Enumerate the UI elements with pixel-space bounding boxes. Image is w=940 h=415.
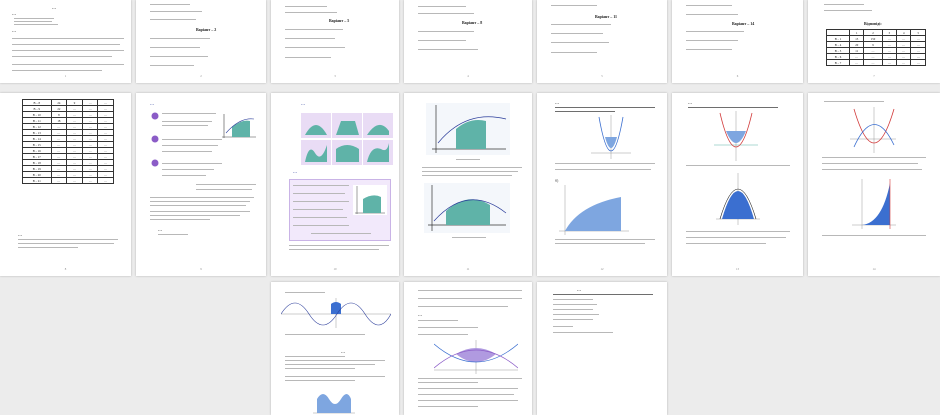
section-heading: … (18, 232, 22, 237)
variant-heading: Варіант – 2 (196, 27, 217, 32)
table-cell: … (98, 112, 114, 118)
variant-heading: Варіант – 8 (462, 20, 483, 25)
table-cell: B – 21 (23, 178, 52, 184)
page-8 (0, 93, 131, 276)
table-cell: … (82, 112, 98, 118)
table-cell: 3 (882, 30, 896, 36)
table-cell: 1 (849, 30, 863, 36)
table-cell: … (51, 166, 67, 172)
table-cell: … (82, 172, 98, 178)
table-cell: … (864, 54, 882, 60)
page-15 (271, 282, 399, 415)
table-cell: … (82, 130, 98, 136)
page-number: 1 (64, 74, 67, 78)
page-heading: … (12, 11, 16, 16)
table-cell: … (67, 112, 83, 118)
graph-exponential (852, 179, 896, 229)
table-cell: … (911, 36, 926, 42)
table-cell: … (67, 160, 83, 166)
table-cell: … (82, 148, 98, 154)
table-cell: … (67, 142, 83, 148)
table-cell: 4 (896, 30, 910, 36)
table-cell: 18 (51, 118, 67, 124)
page-number: 2 (200, 74, 202, 78)
table-cell: … (98, 100, 114, 106)
table-cell: … (98, 136, 114, 142)
page-number: 3 (334, 74, 336, 78)
table-cell: B – 12 (23, 124, 52, 130)
table-cell: B – 16 (23, 148, 52, 154)
table-cell: 150 (864, 36, 882, 42)
page-number: 5 (601, 74, 603, 78)
graph-crossing-curves (850, 107, 896, 153)
table-cell: … (51, 160, 67, 166)
page-16 (404, 282, 532, 415)
table-cell: … (882, 48, 896, 54)
table-cell: … (911, 54, 926, 60)
table-cell: B – 8 (23, 100, 52, 106)
table-cell: … (98, 148, 114, 154)
table-cell: … (911, 42, 926, 48)
table-cell: … (51, 130, 67, 136)
table-cell: B – 17 (23, 154, 52, 160)
table-cell: … (82, 136, 98, 142)
variant-heading: Варіант – 11 (595, 14, 618, 19)
section-heading: … (150, 101, 154, 106)
numbered-badges (150, 111, 160, 171)
table-cell: … (67, 178, 83, 184)
table-cell: … (98, 118, 114, 124)
section-heading: … (555, 100, 559, 105)
page-number: 4 (467, 74, 469, 78)
table-cell: B – 7 (827, 60, 850, 66)
table-cell: … (82, 160, 98, 166)
page-14 (808, 93, 940, 276)
answers-table (826, 29, 926, 66)
table-cell: … (849, 54, 863, 60)
page-number: 11 (466, 267, 470, 271)
parabola-graph (591, 115, 631, 159)
table-cell: … (82, 166, 98, 172)
table-cell: … (864, 60, 882, 66)
table-cell: 22 (51, 106, 67, 112)
page-13 (672, 93, 803, 276)
page-12 (537, 93, 667, 276)
table-cell: B – 9 (23, 106, 52, 112)
table-cell: … (67, 136, 83, 142)
table-cell: 15 (849, 36, 863, 42)
table-cell: … (67, 124, 83, 130)
page-number: 8 (64, 267, 67, 271)
table-cell: … (896, 42, 910, 48)
table-cell: 2 (864, 30, 882, 36)
table-cell: 5 (911, 30, 926, 36)
table-cell: … (98, 124, 114, 130)
table-cell: … (82, 142, 98, 148)
table-cell: … (82, 178, 98, 184)
table-cell: 20 (849, 42, 863, 48)
table-row (23, 178, 114, 184)
table-cell: 11 (849, 48, 863, 54)
table-cell: … (849, 60, 863, 66)
table-cell: … (911, 60, 926, 66)
section-heading: … (688, 100, 692, 105)
page-1 (0, 0, 131, 83)
page-number: 9 (200, 267, 202, 271)
page-10 (271, 93, 399, 276)
table-cell: B – 15 (23, 142, 52, 148)
table-cell: … (98, 178, 114, 184)
table-cell: B – 13 (23, 130, 52, 136)
table-cell: B – 4 (827, 42, 850, 48)
page-number: 6 (736, 74, 739, 78)
page-2 (136, 0, 266, 83)
graph-bell (716, 173, 760, 225)
algorithm-graph (353, 185, 387, 215)
table-cell: 8 (51, 112, 67, 118)
table-cell: … (67, 172, 83, 178)
page-5 (537, 0, 667, 83)
table-cell: … (896, 36, 910, 42)
section-heading: … (341, 349, 345, 354)
table-cell: … (882, 54, 896, 60)
sine-graph (281, 298, 391, 328)
table-row (827, 60, 926, 66)
trapezoid-graph (220, 113, 258, 139)
table-cell: B – 5 (827, 48, 850, 54)
variant-heading: Варіант – 14 (732, 21, 755, 26)
table-cell: 24 (51, 100, 67, 106)
table-cell: … (98, 106, 114, 112)
table-cell: … (98, 172, 114, 178)
table-cell: … (896, 54, 910, 60)
table-cell: B – 20 (23, 172, 52, 178)
table-cell: … (82, 154, 98, 160)
answers-table-continued (22, 99, 114, 184)
table-cell: … (896, 48, 910, 54)
table-cell: 9 (864, 42, 882, 48)
table-cell: … (67, 118, 83, 124)
table-cell: … (882, 36, 896, 42)
table-cell: … (882, 60, 896, 66)
table-cell: … (67, 106, 83, 112)
page-7 (808, 0, 940, 83)
section-heading: … (418, 312, 422, 317)
graph-grid (301, 113, 393, 165)
table-cell: … (51, 124, 67, 130)
graph-two-curves (714, 111, 758, 161)
table-cell: … (67, 154, 83, 160)
table-cell: … (82, 124, 98, 130)
table-cell: B – 10 (23, 112, 52, 118)
table-cell: … (51, 178, 67, 184)
table-cell: … (98, 130, 114, 136)
table-cell: … (51, 148, 67, 154)
table-cell: … (82, 118, 98, 124)
page-number: 7 (873, 74, 875, 78)
table-cell: … (51, 142, 67, 148)
page-3 (271, 0, 399, 83)
table-cell: … (98, 142, 114, 148)
page-17 (537, 282, 667, 415)
table-cell: … (911, 48, 926, 54)
table-cell: … (51, 172, 67, 178)
page-number: 12 (600, 267, 604, 271)
variant-heading: Варіант – 5 (329, 18, 350, 23)
table-cell: … (864, 48, 882, 54)
table-cell: B – 6 (827, 54, 850, 60)
table-cell: … (67, 130, 83, 136)
sqrt-graph (559, 185, 629, 235)
section-heading: … (577, 287, 581, 292)
page-11 (404, 93, 532, 276)
table-cell: … (67, 148, 83, 154)
page-heading: … (12, 28, 16, 33)
table-cell: B – 11 (23, 118, 52, 124)
table-cell: … (896, 60, 910, 66)
table-cell: … (51, 136, 67, 142)
table-cell: … (98, 154, 114, 160)
page-number: 14 (872, 267, 876, 271)
integral-card (426, 103, 510, 155)
page-number: 13 (736, 267, 739, 271)
table-cell: … (882, 42, 896, 48)
section-heading: … (293, 169, 297, 174)
table-cell: B – 14 (23, 136, 52, 142)
answers-heading: Відповіді: (864, 21, 882, 26)
page-9 (136, 93, 266, 276)
table-cell: … (67, 166, 83, 172)
table-cell: … (82, 106, 98, 112)
table-cell: B – 19 (23, 166, 52, 172)
section-heading: … (301, 101, 305, 106)
page-number: 10 (333, 267, 337, 271)
item-label: б) (555, 178, 559, 183)
page-4 (404, 0, 532, 83)
table-cell: … (51, 154, 67, 160)
page-heading: … (52, 5, 56, 10)
table-cell: … (98, 166, 114, 172)
page-6 (672, 0, 803, 83)
table-cell: B – 18 (23, 160, 52, 166)
section-heading: … (158, 227, 162, 232)
overlap-graph (434, 340, 518, 374)
integral-card-2 (424, 183, 510, 233)
table-cell: B – 1 (827, 36, 850, 42)
region-graph (313, 385, 355, 415)
table-cell: … (82, 100, 98, 106)
table-cell: … (98, 160, 114, 166)
table-cell: 9 (67, 100, 83, 106)
